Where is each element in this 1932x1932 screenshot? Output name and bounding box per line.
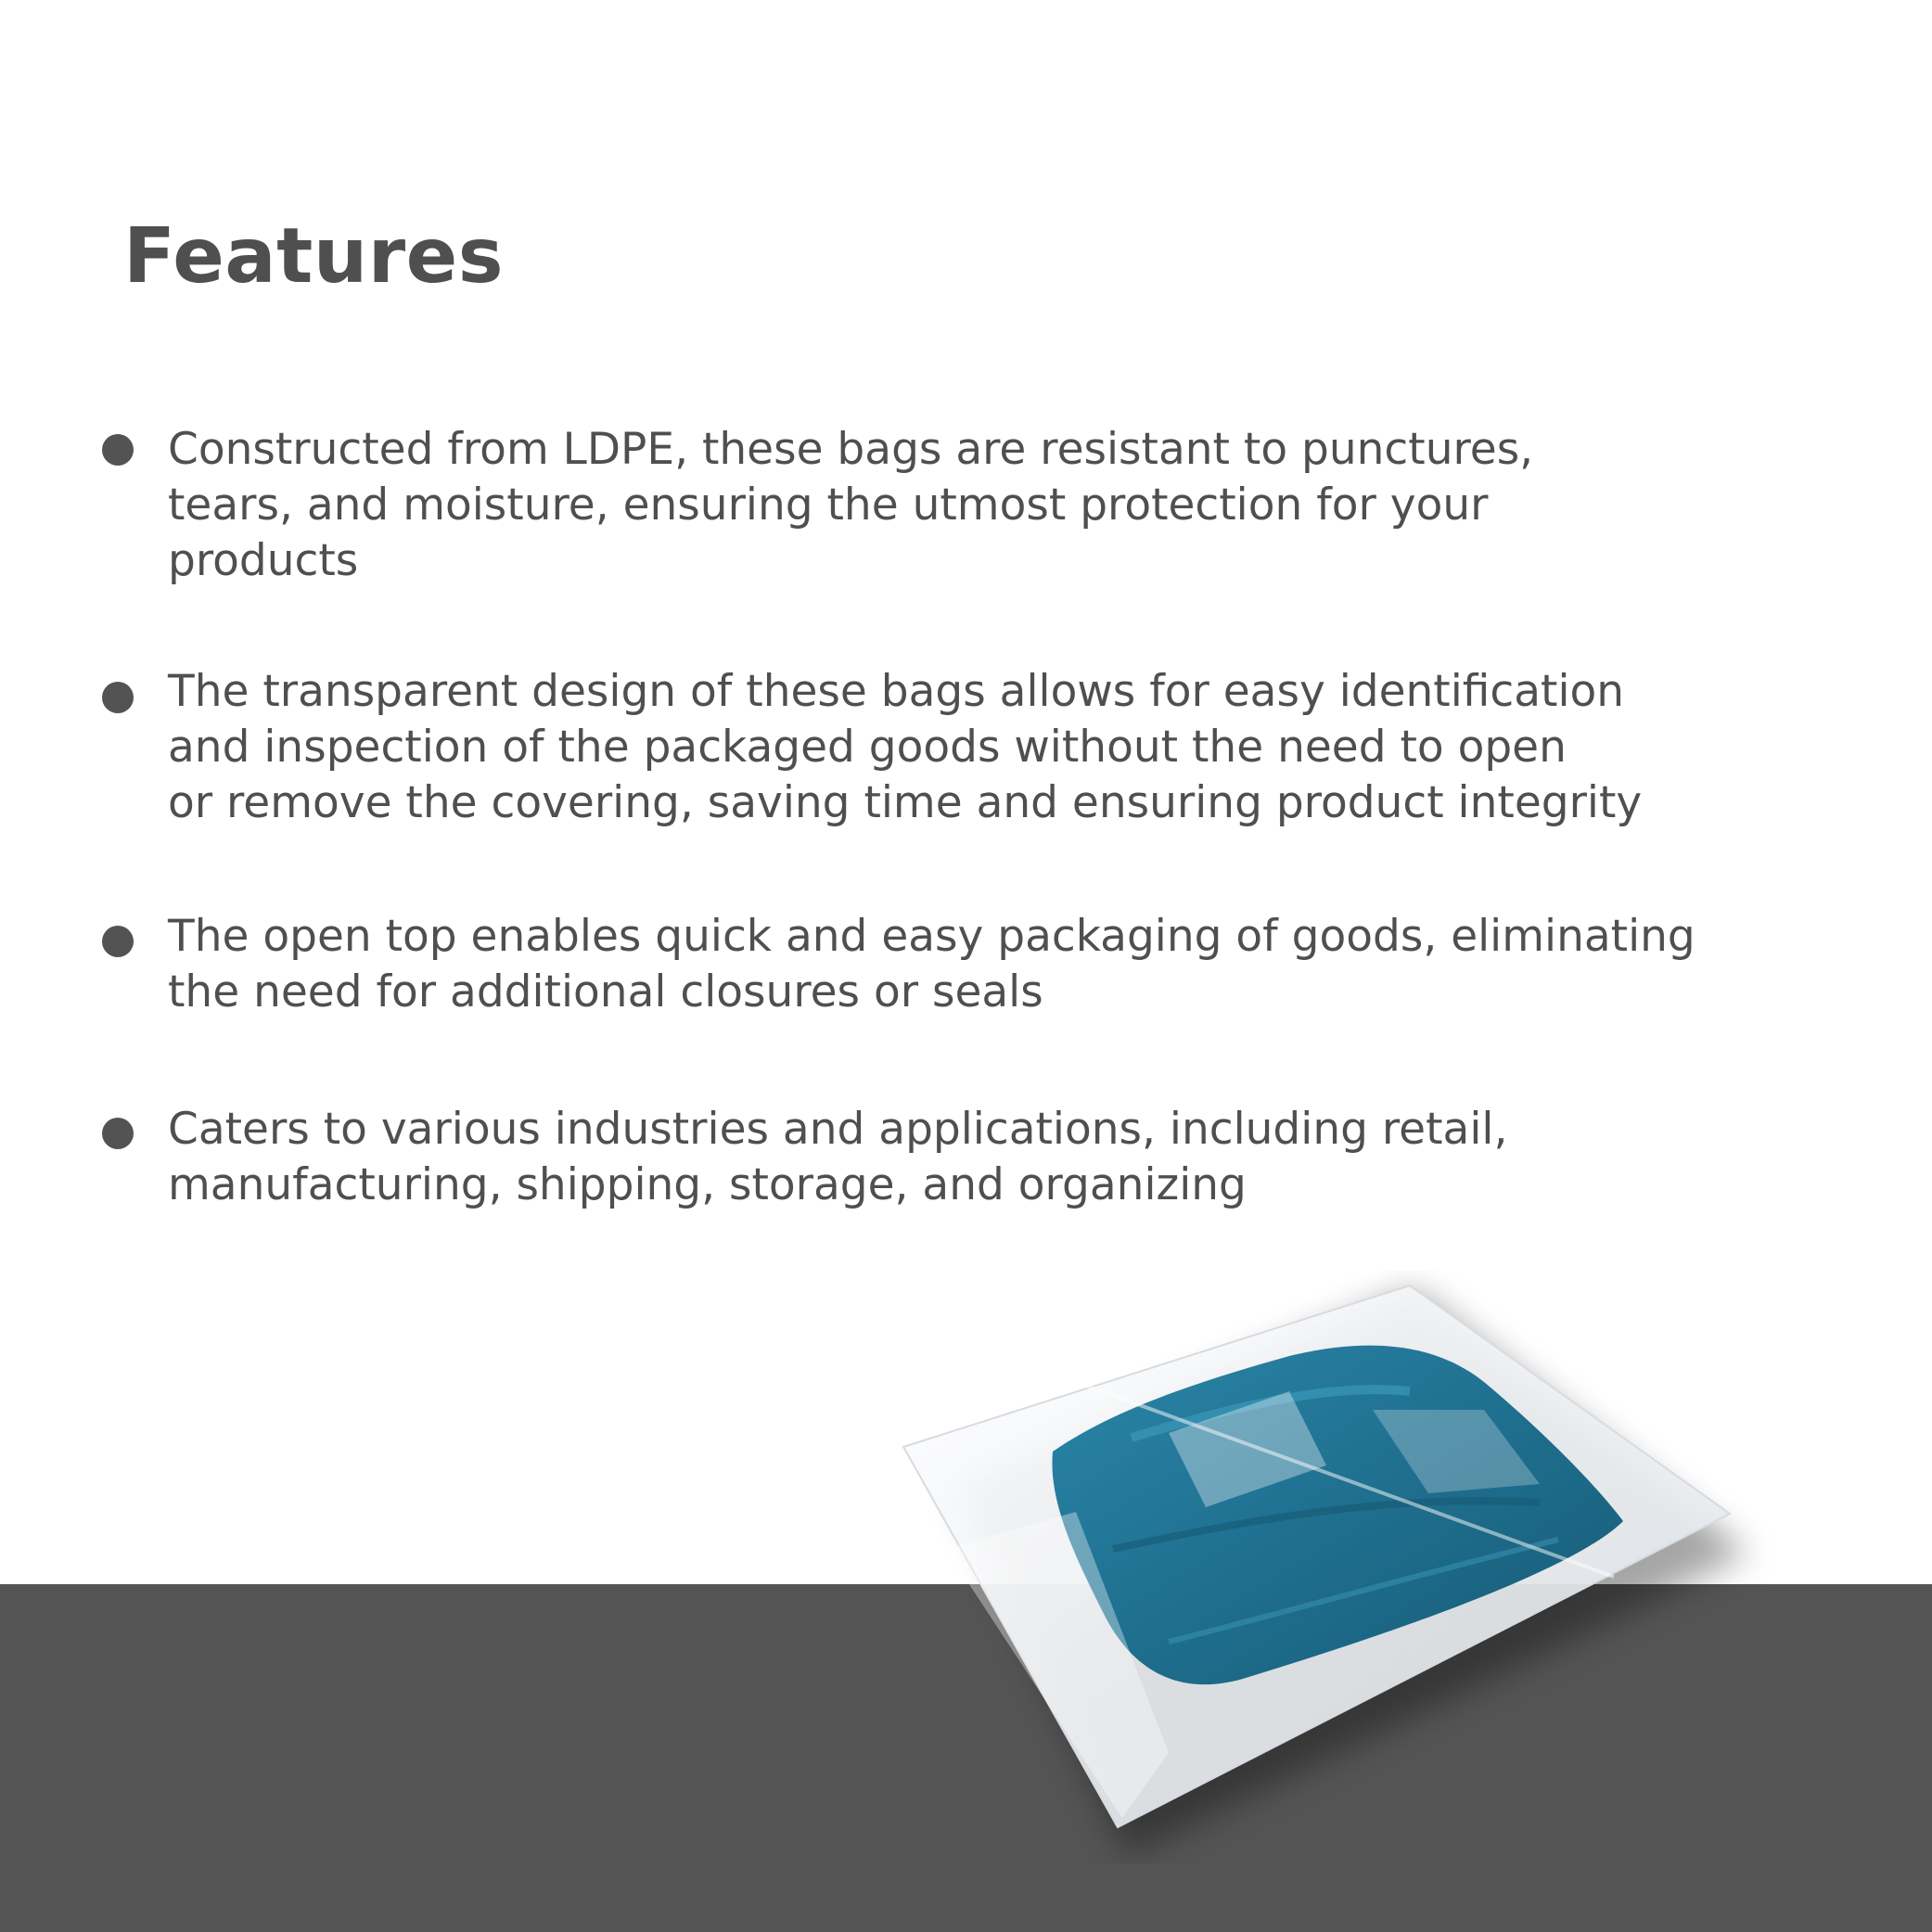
bullet-icon: [102, 1118, 134, 1149]
bullet-icon: [102, 434, 134, 466]
bullet-icon: [102, 682, 134, 713]
feature-text: The open top enables quick and easy packaging of goods, eliminating the need for additional closures or seals: [168, 911, 1695, 1017]
features-heading: Features: [123, 212, 505, 301]
bullet-icon: [102, 926, 134, 957]
feature-text: Constructed from LDPE, these bags are resistant to punctures, tears, and moisture, ensuring the utmost protection for your products: [168, 424, 1534, 586]
feature-text: The transparent design of these bags allows for easy identification and inspection of the packaged goods without the need to open or remove the covering, saving time and ensuring product integrity: [168, 666, 1643, 828]
feature-text: Caters to various industries and applications, including retail, manufacturing, shipping, storage, and organizing: [168, 1104, 1508, 1210]
product-photo: [890, 1271, 1781, 1864]
